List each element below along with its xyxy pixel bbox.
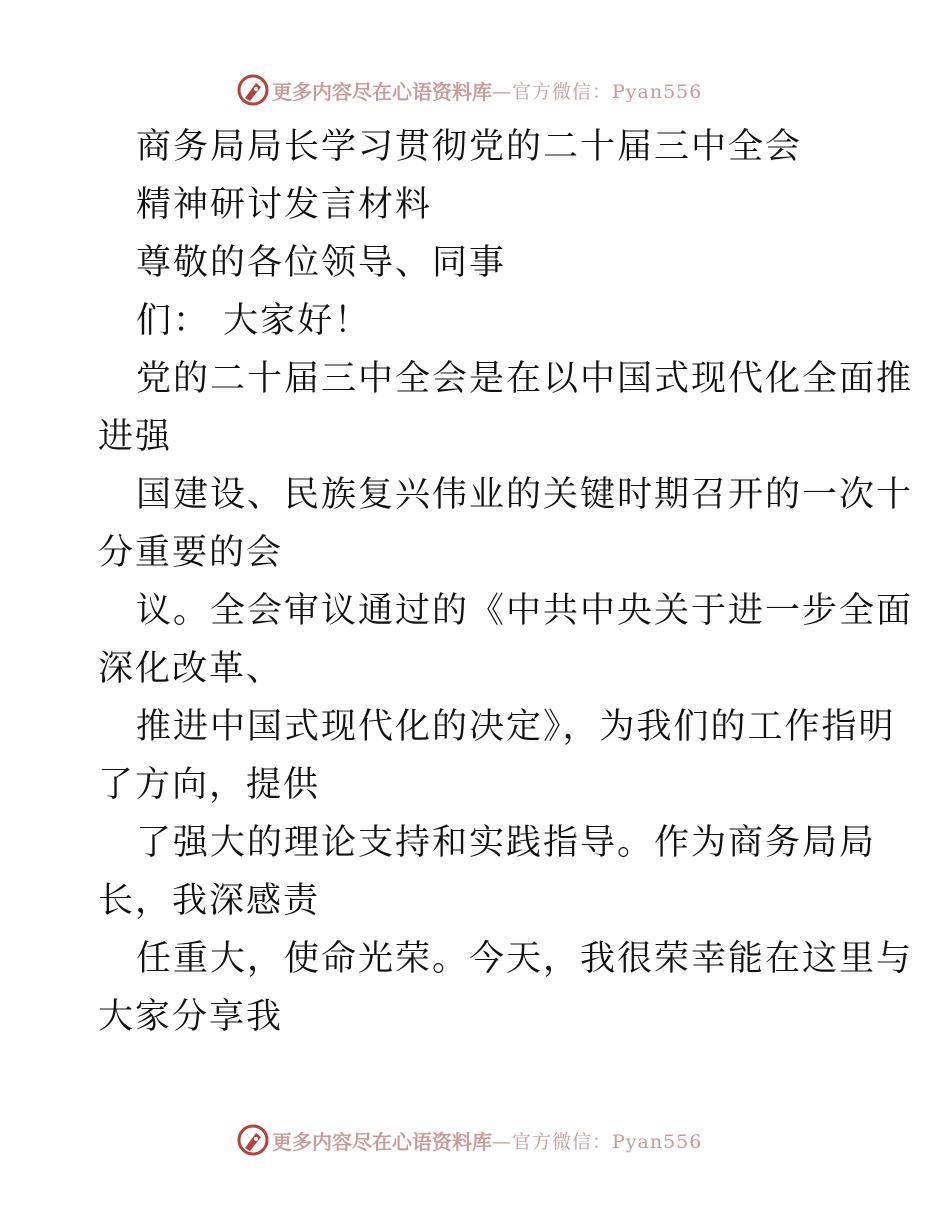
body-line: 进强 xyxy=(98,417,173,457)
watermark-brand: 更多内容尽在心语资料库 xyxy=(272,79,492,104)
title-line-2: 精神研讨发言材料 xyxy=(136,185,433,225)
body-line: 推进中国式现代化的决定》，为我们的工作指明 xyxy=(136,707,896,747)
body-line: 大家分享我 xyxy=(98,997,284,1037)
body-line: 分重要的会 xyxy=(98,533,284,573)
greeting-line-1: 尊敬的各位领导、同事 xyxy=(136,243,507,283)
body-line: 议。全会审议通过的《中共中央关于进一步全面 xyxy=(136,591,914,631)
watermark-banner-bottom xyxy=(236,1122,702,1158)
watermark-contact: —官方微信：Pyan556 xyxy=(492,1130,703,1153)
body-line: 了方向，提供 xyxy=(98,765,321,805)
watermark-contact: —官方微信：Pyan556 xyxy=(492,80,703,103)
body-line: 了强大的理论支持和实践指导。作为商务局局 xyxy=(136,823,877,863)
body-line: 国建设、民族复兴伟业的关键时期召开的一次十 xyxy=(136,475,914,515)
body-line: 长，我深感责 xyxy=(98,881,321,921)
body-line: 深化改革、 xyxy=(98,649,284,689)
pen-nib-icon xyxy=(236,73,270,107)
title-line-1: 商务局局长学习贯彻党的二十届三中全会 xyxy=(136,127,803,167)
pen-nib-icon xyxy=(236,1123,270,1157)
body-line: 任重大，使命光荣。今天，我很荣幸能在这里与 xyxy=(136,939,914,979)
watermark-brand: 更多内容尽在心语资料库 xyxy=(272,1129,492,1154)
greeting-line-2: 们： 大家好！ xyxy=(136,301,372,341)
watermark-banner-top xyxy=(236,72,702,108)
body-line: 党的二十届三中全会是在以中国式现代化全面推 xyxy=(136,359,914,399)
document-body xyxy=(98,118,914,1046)
